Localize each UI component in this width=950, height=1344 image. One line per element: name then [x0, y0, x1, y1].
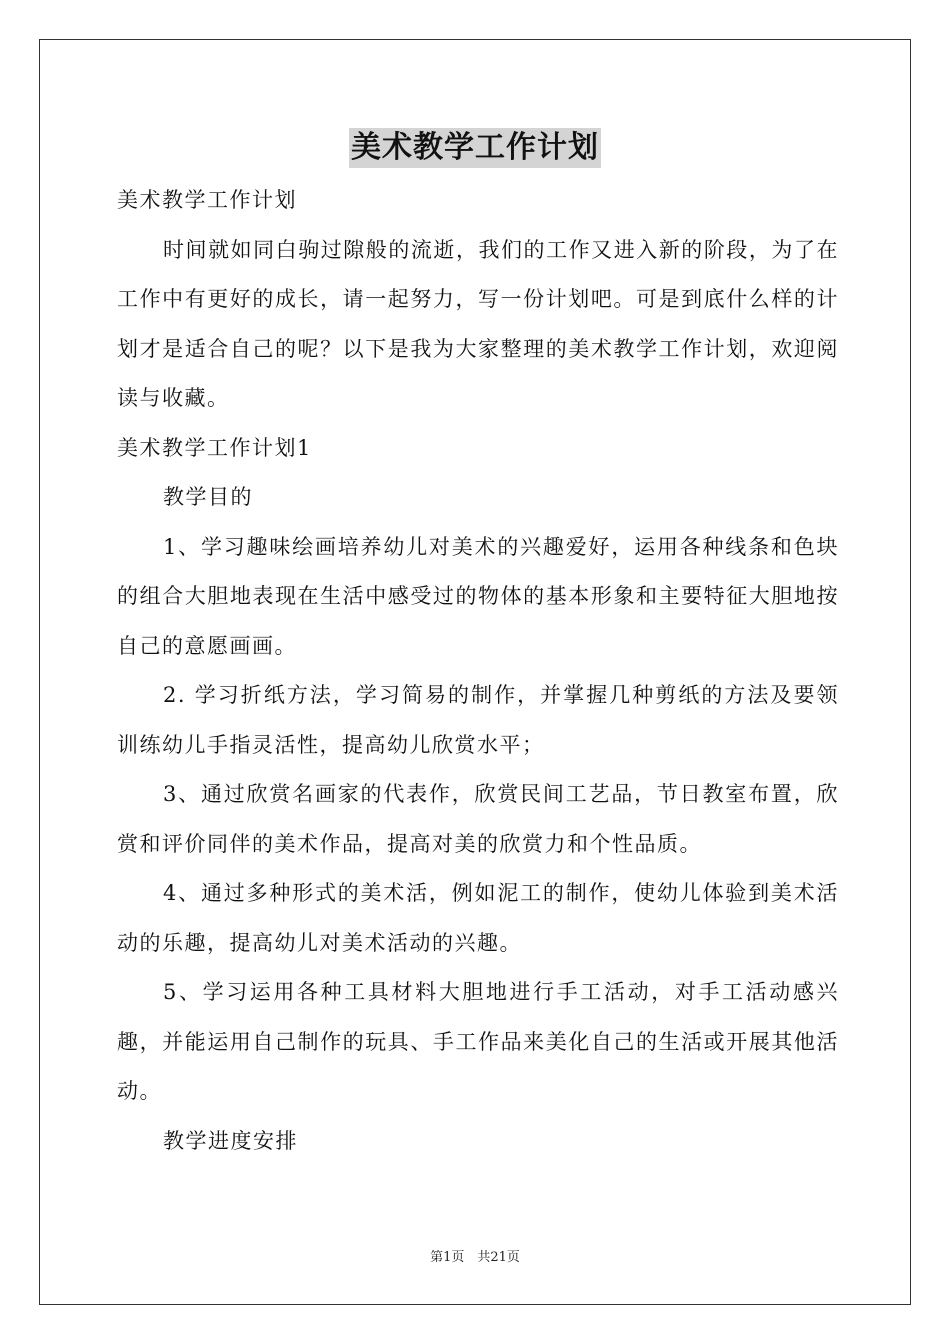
paragraph: 美术教学工作计划	[117, 188, 297, 212]
paragraph: 2. 学习折纸方法，学习简易的制作，并掌握几种剪纸的方法及要领训练幼儿手指灵活性，提高幼儿欣赏水平；	[117, 683, 839, 757]
title-container	[0, 128, 950, 168]
paragraph: 1、学习趣味绘画培养幼儿对美术的兴趣爱好，运用各种线条和色块的组合大胆地表现在生活中感受过的物体的基本形象和主要特征大胆地按自己的意愿画画。	[117, 534, 839, 658]
paragraph: 5、学习运用各种工具材料大胆地进行手工活动，对手工活动感兴趣，并能运用自己制作的玩具、手工作品来美化自己的生活或开展其他活动。	[117, 980, 839, 1103]
page-number-footer: 第1页 共21页	[430, 1250, 520, 1265]
section-heading: 美术教学工作计划1	[117, 435, 312, 460]
document-title: 美术教学工作计划	[349, 128, 601, 168]
paragraph: 4、通过多种形式的美术活，例如泥工的制作，使幼儿体验到美术活动的乐趣，提高幼儿对美术活动的兴趣。	[117, 881, 839, 955]
document-body	[117, 176, 839, 1166]
subsection-heading: 教学目的	[163, 485, 253, 509]
subsection-heading: 教学进度安排	[163, 1128, 298, 1153]
paragraph: 时间就如同白驹过隙般的流逝，我们的工作又进入新的阶段，为了在工作中有更好的成长，请一起努力，写一份计划吧。可是到底什么样的计划才是适合自己的呢？以下是我为大家整理的美术教学工作计划，欢迎阅读与收藏。	[117, 237, 839, 410]
paragraph: 3、通过欣赏名画家的代表作，欣赏民间工艺品，节日教室布置，欣赏和评价同伴的美术作品，提高对美的欣赏力和个性品质。	[117, 782, 839, 856]
